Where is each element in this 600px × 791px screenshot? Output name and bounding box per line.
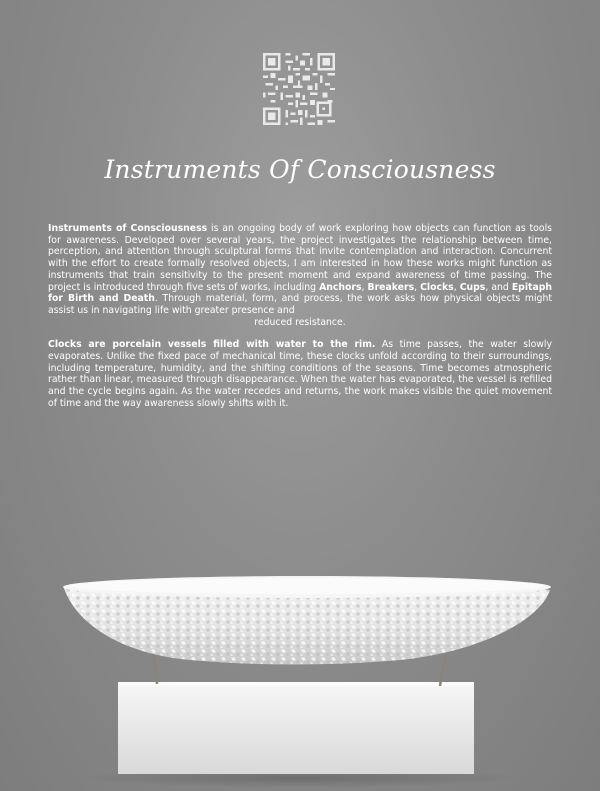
series-breakers: Breakers [367,281,415,293]
separator: , [453,281,460,293]
intro-text: is an ongoing body of work exploring how objects can function as tools for awareness. Developed over several years, the project investigates the relationship between time, perception, and attention through sculptural forms that invite contemplation and interaction. Concurrent with the effort to create formally resolved objects, I am interested in how these works might function as instruments that train sensitivity to the present moment and expand awareness of time passing. The project is introduced through five sets of works, including [48,223,552,293]
intro-text-continued: . Through material, form, and process, the work asks how physical objects might assist us in navigating life with greater presence and [48,293,552,316]
body-text [48,223,552,421]
intro-text-end: reduced resistance. [254,316,346,328]
series-epitaph: Epitaph for Birth and Death [48,281,553,305]
qr-code-icon[interactable] [263,53,335,125]
plinth [118,682,474,774]
clocks-paragraph [48,339,552,409]
clocks-text: As time passes, the water slowly evaporates. Unlike the fixed pace of mechanical time, these clocks unfold according to their surroundings, including temperature, humidity, and the shifting conditions of the seasons. Time becomes atmospheric rather than linear, measured through disappearance. When the water has evaporated, the vessel is refilled and the cycle begins again. As the water recedes and returns, the work makes visible the quiet movement of time and the way awareness slowly shifts with it. [48,339,552,409]
separator: , and [485,281,512,293]
project-name: Instruments of Consciousness [48,223,208,234]
porcelain-clock-sculpture [0,560,600,791]
series-clocks: Clocks [420,281,454,293]
separator: , [414,281,421,293]
separator: , [361,281,368,293]
series-anchors: Anchors [319,281,362,293]
page-title: Instruments Of Consciousness [104,155,496,184]
series-cups: Cups [459,281,486,293]
intro-paragraph [48,223,552,328]
clocks-lead: Clocks are porcelain vessels filled with water to the rim. [48,339,376,351]
